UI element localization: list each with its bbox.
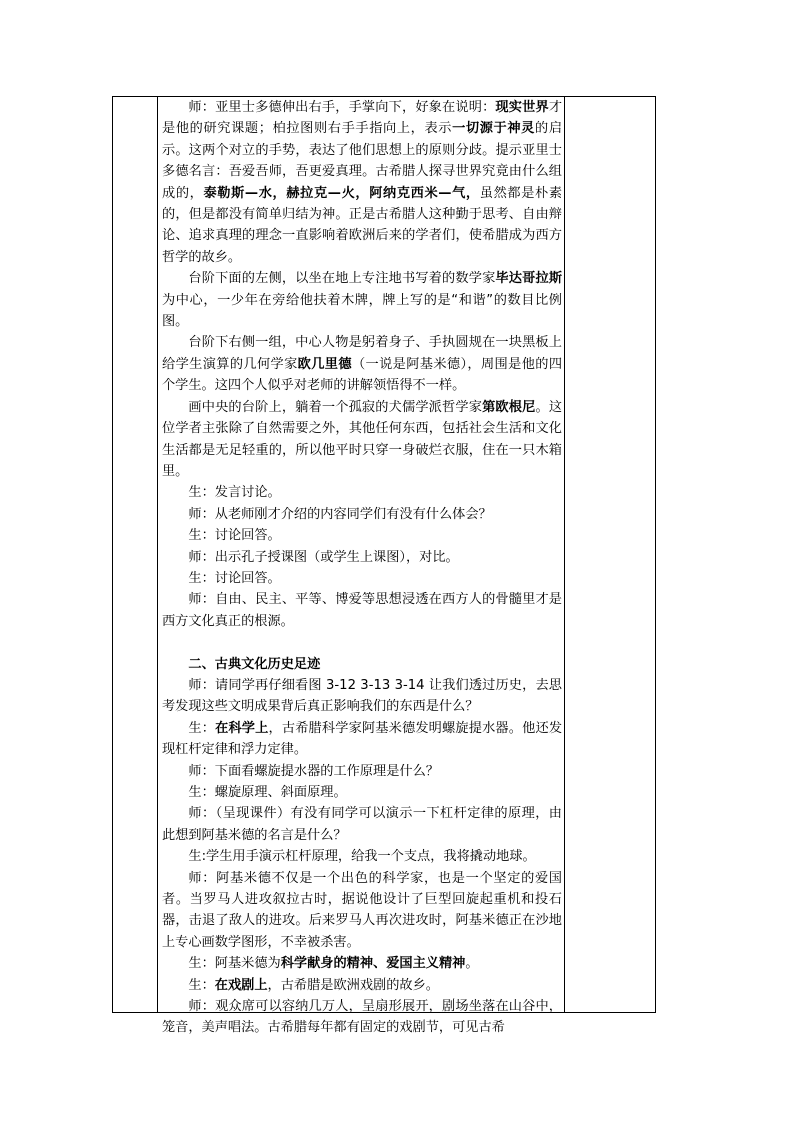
bold-text: 一切源于神灵 (452, 121, 535, 137)
paragraph (162, 675, 562, 718)
text-run: 生：螺旋原理、斜面原理。 (188, 784, 347, 800)
paragraph (162, 525, 562, 546)
paragraph (162, 975, 562, 996)
text-run: 师：亚里士多德伸出右手，手掌向下，好象在说明： (188, 100, 496, 115)
bold-text: 泰勒斯—水，赫拉克—火，阿纳克西米—气， (203, 185, 480, 201)
text-run: 生：阿基米德为 (188, 956, 281, 972)
paragraph (162, 504, 562, 525)
paragraph (162, 97, 562, 268)
paragraph (162, 589, 562, 632)
text-run: 生：发言讨论。 (188, 485, 281, 501)
paragraph (162, 654, 562, 675)
table-column-divider-left (157, 97, 158, 1012)
text-run: （一说是阿基米德），周围是他的四个学生。这四个人似乎对老师的讲解领悟得不一样。 (162, 356, 563, 394)
paragraph (162, 268, 562, 332)
paragraph (162, 568, 562, 589)
bold-text: 在戏剧上 (214, 977, 268, 993)
text-run: 虽然都是朴素的，但是都没有简单归结为神。正是古希腊人这种勤于思考、自由辩论、追求真理的理念一直影响着欧洲后来的学者们，使希腊成为西方哲学的故乡。 (162, 185, 563, 265)
text-run: 师：观众席可以容纳几万人，呈扇形展开，剧场坐落在山谷中，笼音，美声唱法。古希腊每年都有固定的戏剧节，可见古希 (162, 999, 562, 1036)
text-run: 台阶下右侧一组，中心人物是躬着身子、手执圆规在一块黑板上给学生演算的几何学家 (162, 335, 562, 372)
paragraph (162, 761, 562, 782)
paragraph (162, 868, 562, 954)
text-run: 生:学生用手演示杠杆原理，给我一个支点，我将撬动地球。 (188, 849, 536, 865)
text-run: ，古希腊科学家阿基米德发明螺旋提水器。他还发现杠杆定律和浮力定律。 (162, 720, 563, 758)
text-run: 为中心，一少年在旁给他扶着木牌，牌上写的是“和谐”的数目比例图。 (162, 292, 562, 330)
paragraph (162, 482, 562, 503)
bold-text: 科学献身的精神、爱国主义精神 (280, 956, 466, 972)
text-run: 生： (188, 720, 216, 736)
text-run: 才是他的研究课题；柏拉图则右手手指向上，表示 (162, 100, 563, 137)
bold-text: 第欧根尼 (482, 399, 536, 415)
text-run: 。这位学者主张除了自然需要之外，其他任何东西，包括社会生活和文化生活都是无足轻重的，所以他平时只穿一身破烂衣服，住在一只木箱里。 (162, 399, 563, 479)
text-run: 的启示。这两个对立的手势，表达了他们思想上的原则分歧。提示亚里士多德名言：吾爱吾师，吾更爱真理。古希腊人探寻世界究竟由什么组成的， (162, 121, 563, 201)
paragraph (162, 996, 562, 1039)
bold-text: 毕达哥拉斯 (495, 271, 563, 287)
text-run: 。 (465, 956, 479, 972)
text-run: 师：下面看螺旋提水器的工作原理是什么？ (188, 763, 439, 779)
paragraph (162, 397, 562, 483)
paragraph (162, 803, 562, 846)
bold-text: 在科学上 (215, 720, 269, 736)
text-run: 台阶下面的左侧，以坐在地上专注地书写着的数学家 (188, 271, 496, 287)
bold-text: 二、古典文化历史足迹 (188, 656, 321, 672)
bold-text: 欧几里德 (297, 356, 352, 372)
text-run: 画中央的台阶上，躺着一个孤寂的犬儒学派哲学家 (188, 399, 483, 415)
text-run: 师：从老师刚才介绍的内容同学们有没有什么体会？ (188, 506, 492, 522)
text-run: 师：（呈现课件）有没有同学可以演示一下杠杆定律的原理，由此想到阿基米德的名言是什么？ (162, 806, 562, 843)
bold-text: 现实世界 (495, 100, 549, 115)
paragraph (162, 718, 562, 761)
text-run: 生：讨论回答。 (188, 570, 281, 586)
paragraph (162, 547, 562, 568)
text-run: ，古希腊是欧洲戏剧的故乡。 (267, 977, 439, 993)
paragraph (162, 953, 562, 974)
paragraph-spacer (162, 632, 562, 653)
text-run: 生： (188, 977, 215, 993)
text-run: 师：自由、民主、平等、博爱等思想浸透在西方人的骨髓里才是西方文化真正的根源。 (162, 592, 562, 629)
paragraph (162, 846, 562, 867)
table-column-divider-right (564, 97, 565, 1012)
text-run: 生：讨论回答。 (188, 528, 281, 544)
text-run: 师：请同学再仔细看图 3-12 3-13 3-14 让我们透过历史，去思考发现这些文明成果背后真正影响我们的东西是什么？ (162, 677, 562, 715)
text-run: 师：阿基米德不仅是一个出色的科学家，也是一个坚定的爱国者。当罗马人进攻叙拉古时，据说他设计了巨型回旋起重机和投石器，击退了敌人的进攻。后来罗马人再次进攻时，阿基米德正在沙地上专心画数学图形，不幸被杀害。 (162, 870, 562, 950)
lesson-content-cell (162, 97, 562, 1039)
paragraph (162, 782, 562, 803)
text-run: 师：出示孔子授课图（或学生上课图），对比。 (188, 549, 459, 565)
paragraph (162, 332, 562, 396)
